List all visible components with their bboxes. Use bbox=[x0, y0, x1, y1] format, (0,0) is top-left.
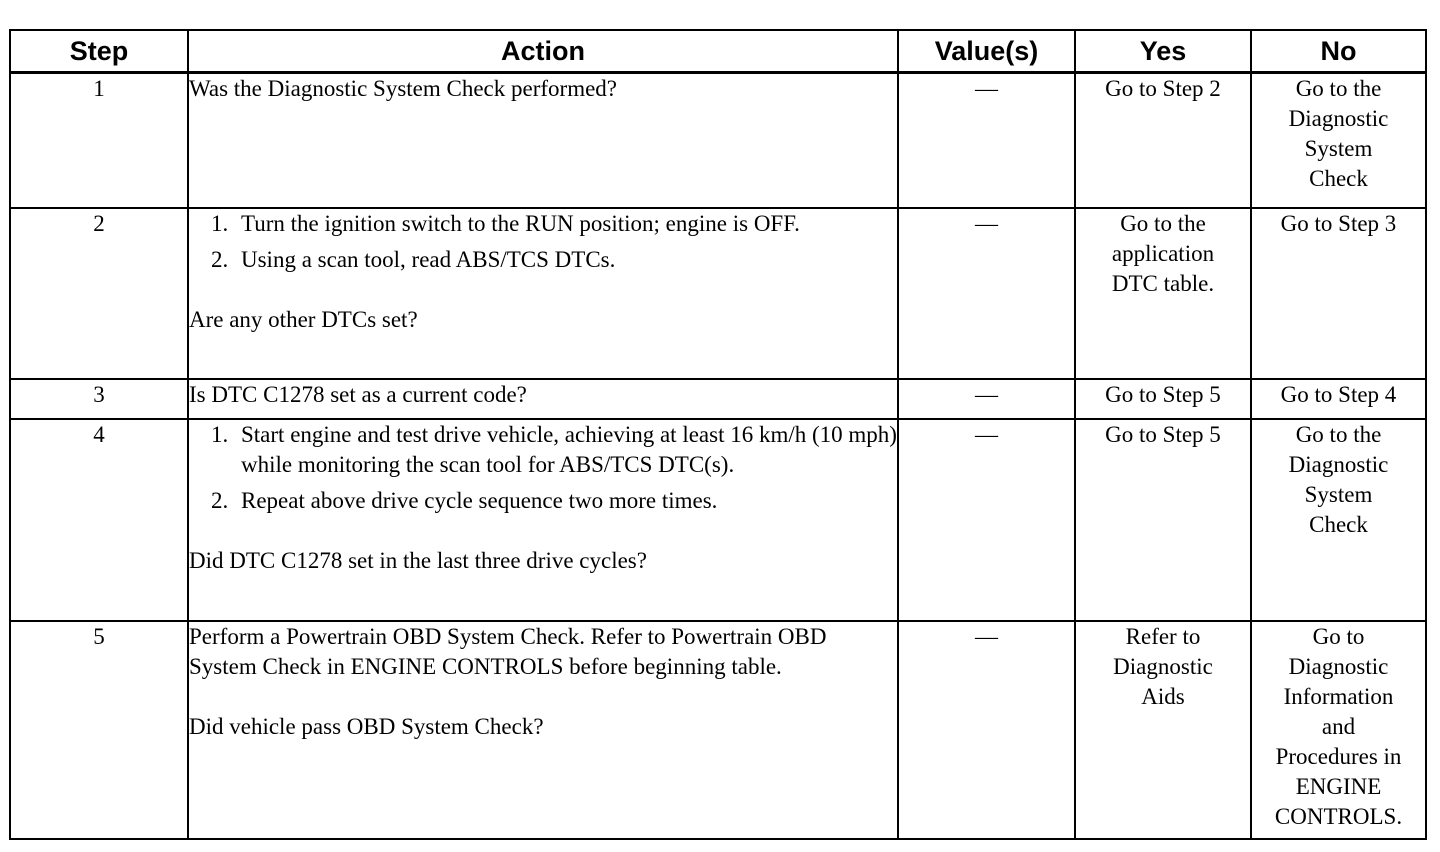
header-no: No bbox=[1251, 30, 1426, 73]
action-cell bbox=[188, 419, 898, 621]
yes-cell: Go to Step 5 bbox=[1075, 419, 1251, 621]
action-cell bbox=[188, 379, 898, 419]
substep-number: 2. bbox=[211, 487, 229, 513]
substep-text: Using a scan tool, read ABS/TCS DTCs. bbox=[241, 246, 616, 272]
yes-cell: Go to Step 5 bbox=[1075, 379, 1251, 419]
value-cell: — bbox=[898, 208, 1075, 379]
substep-item bbox=[211, 245, 897, 275]
substep-text: Repeat above drive cycle sequence two more times. bbox=[241, 487, 718, 513]
table-row bbox=[10, 621, 1426, 839]
action-text: Is DTC C1278 set as a current code? bbox=[189, 381, 527, 407]
action-question: Are any other DTCs set? bbox=[189, 306, 418, 332]
header-step: Step bbox=[10, 30, 188, 73]
header-yes: Yes bbox=[1075, 30, 1251, 73]
no-cell: Go to Step 3 bbox=[1251, 208, 1426, 379]
yes-cell: Go to the application DTC table. bbox=[1075, 208, 1251, 379]
substep-list bbox=[189, 420, 897, 516]
no-cell: Go to the Diagnostic System Check bbox=[1251, 419, 1426, 621]
no-cell: Go to Step 4 bbox=[1251, 379, 1426, 419]
action-text: Perform a Powertrain OBD System Check. Refer to Powertrain OBD System Check in ENGINE CONTROLS before beginning table. bbox=[189, 623, 827, 679]
yes-cell: Refer to Diagnostic Aids bbox=[1075, 621, 1251, 839]
table-header-row bbox=[10, 30, 1426, 73]
substep-number: 1. bbox=[211, 210, 229, 236]
substep-number: 1. bbox=[211, 421, 229, 447]
header-values: Value(s) bbox=[898, 30, 1075, 73]
value-cell: — bbox=[898, 379, 1075, 419]
action-question: Did vehicle pass OBD System Check? bbox=[189, 713, 544, 739]
step-number: 1 bbox=[10, 73, 188, 208]
substep-item bbox=[211, 209, 897, 239]
yes-cell: Go to Step 2 bbox=[1075, 73, 1251, 208]
table-row bbox=[10, 419, 1426, 621]
action-cell bbox=[188, 208, 898, 379]
value-cell: — bbox=[898, 73, 1075, 208]
action-cell bbox=[188, 73, 898, 208]
value-cell: — bbox=[898, 621, 1075, 839]
table-row bbox=[10, 379, 1426, 419]
step-number: 3 bbox=[10, 379, 188, 419]
action-question: Did DTC C1278 set in the last three drive cycles? bbox=[189, 547, 647, 573]
no-cell: Go to the Diagnostic System Check bbox=[1251, 73, 1426, 208]
no-cell: Go to Diagnostic Information and Procedures in ENGINE CONTROLS. bbox=[1251, 621, 1426, 839]
substep-number: 2. bbox=[211, 246, 229, 272]
table-row bbox=[10, 73, 1426, 208]
action-cell bbox=[188, 621, 898, 839]
value-cell: — bbox=[898, 419, 1075, 621]
action-text: Was the Diagnostic System Check performed? bbox=[189, 76, 618, 101]
diagnostic-table bbox=[9, 29, 1427, 840]
step-number: 5 bbox=[10, 621, 188, 839]
step-number: 4 bbox=[10, 419, 188, 621]
table-row bbox=[10, 208, 1426, 379]
substep-item bbox=[211, 486, 897, 516]
substep-item bbox=[211, 420, 897, 480]
substep-text: Start engine and test drive vehicle, achieving at least 16 km/h (10 mph) while monitoring the scan tool for ABS/TCS DTC(s). bbox=[241, 421, 897, 477]
substep-text: Turn the ignition switch to the RUN position; engine is OFF. bbox=[241, 210, 800, 236]
substep-list bbox=[189, 209, 897, 275]
step-number: 2 bbox=[10, 208, 188, 379]
header-action: Action bbox=[188, 30, 898, 73]
